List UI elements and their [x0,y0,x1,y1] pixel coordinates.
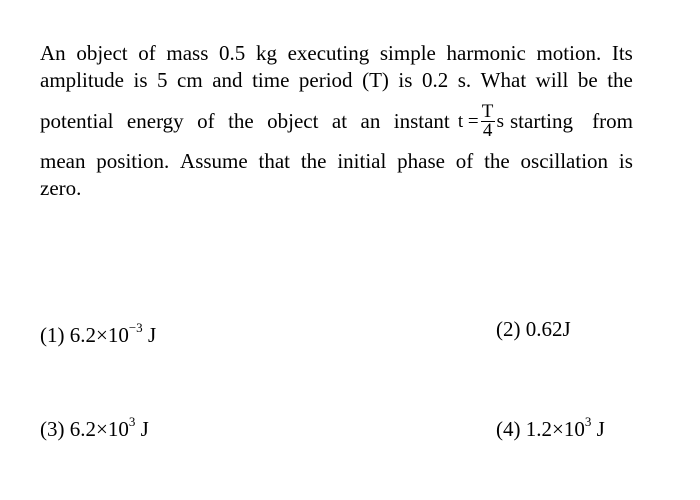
question-word: and [212,68,243,92]
question-word: amplitude [40,68,124,92]
option-label: (3) [40,417,65,441]
time-unit: s [496,110,504,132]
question-text [40,40,633,202]
option-label: (1) [40,323,65,347]
question-word: at [331,108,348,133]
question-word: starting [510,108,573,133]
question-word: 5 [157,68,168,92]
question-line-4 [40,148,633,175]
question-word: mean [40,149,86,173]
question-word: of [455,149,474,173]
question-word: oscillation [520,149,609,173]
option-unit: J [596,417,605,441]
question-word: simple [379,41,436,65]
question-word: 0.5 [219,41,246,65]
question-word: will [535,68,569,92]
option-unit: J [140,417,149,441]
question-word: the [228,108,254,133]
question-word: phase [397,149,445,173]
option-unit: J [147,323,157,347]
question-word: is [618,149,633,173]
question-line-3 [40,94,633,148]
option-3[interactable] [40,410,149,443]
question-word: be [577,68,598,92]
option-exponent: 3 [584,414,592,429]
question-word: Its [611,41,633,65]
question-word: that [258,149,291,173]
question-word: the [484,149,510,173]
option-2[interactable] [496,316,571,343]
question-word: kg [255,41,277,65]
option-mantissa: 1.2×10 [525,417,585,441]
question-word: object [76,41,128,65]
option-mantissa: 6.2×10 [69,323,129,347]
question-word: mass [166,41,209,65]
question-word: potential [40,108,114,133]
option-label: (2) [496,317,521,341]
question-word: motion. [536,41,602,65]
question-word: cm [177,68,203,92]
option-exponent: 3 [128,414,136,429]
question-word: s. [457,68,472,92]
question-word: energy [126,108,184,133]
fraction-denominator: 4 [482,119,493,141]
question-word: of [138,41,156,65]
question-word: position. [96,149,170,173]
question-word: period [298,68,353,92]
time-expression [457,100,504,141]
question-line-2 [40,67,633,94]
option-label: (4) [496,417,521,441]
question-word: of [197,108,215,133]
question-word: an [360,108,381,133]
question-line-5: zero. [40,176,82,200]
option-exponent: −3 [128,320,143,335]
question-word: the [300,149,327,173]
question-word: 0.2 [421,68,449,92]
question-word: is [398,68,413,92]
question-word: time [252,68,290,92]
question-word: is [133,68,148,92]
option-4[interactable] [496,410,605,443]
question-word: executing [287,41,370,65]
question-word: from [592,108,633,133]
question-word: (T) [362,68,389,92]
question-word: object [267,108,319,133]
question-line-1 [40,40,633,67]
question-word: An [40,41,66,65]
question-word: the [607,68,633,92]
question-word: harmonic [446,41,526,65]
fraction-numerator: T [481,100,494,122]
question-word: instant [393,108,450,133]
time-fraction [481,100,495,141]
option-mantissa: 6.2×10 [69,417,129,441]
option-value: 0.62J [525,317,571,341]
question-word: What [480,68,527,92]
time-lhs: t = [457,110,479,132]
question-word: Assume [180,149,248,173]
question-word: initial [337,149,387,173]
option-1[interactable] [40,316,156,349]
